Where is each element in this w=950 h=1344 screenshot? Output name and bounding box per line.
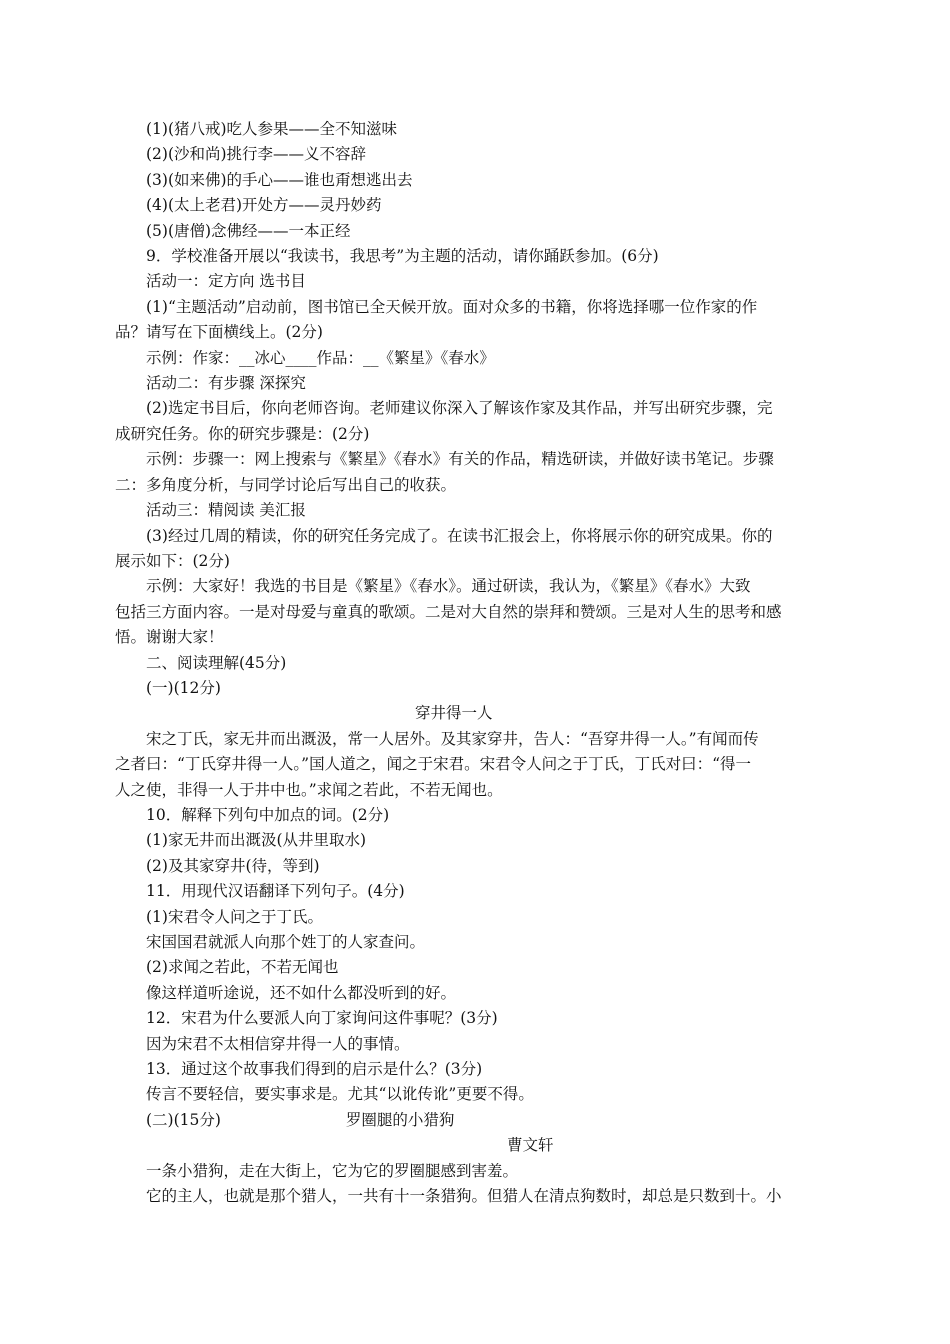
text-line: (2)求闻之若此，不若无闻也 — [146, 958, 339, 977]
passage-author: 曹文轩 — [507, 1136, 554, 1155]
text-line: (3)(如来佛)的手心——谁也甭想逃出去 — [146, 170, 413, 189]
passage-text: 人之使，非得一人于井中也。”求闻之若此，不若无闻也。 — [115, 780, 503, 799]
question-12: 12．宋君为什么要派人向丁家询问这件事呢？(3分) — [146, 1009, 498, 1028]
text-line: 二：多角度分析，与同学讨论后写出自己的收获。 — [115, 475, 457, 494]
question-10: 10．解释下列句中加点的词。(2分) — [146, 805, 390, 824]
document-page — [115, 117, 837, 1209]
passage-text: 一条小猎狗，走在大街上，它为它的罗圈腿感到害羞。 — [146, 1161, 519, 1180]
passage-text: 之者曰：“丁氏穿井得一人。”国人道之，闻之于宋君。宋君令人问之于丁氏，丁氏对曰：“得一 — [115, 755, 752, 774]
answer-line: 宋国国君就派人向那个姓丁的人家查问。 — [146, 933, 426, 951]
text-line: 成研究任务。你的研究步骤是：(2分) — [115, 424, 370, 443]
text-line: 品？请写在下面横线上。(2分) — [115, 323, 323, 342]
text-line: (1)“主题活动”启动前，图书馆已全天候开放。面对众多的书籍，你将选择哪一位作家的作 — [146, 297, 758, 316]
question-11: 11．用现代汉语翻译下列句子。(4分) — [146, 882, 405, 901]
text-line: 示例：作家：__冰心____作品：__《繁星》《春水》 — [146, 348, 495, 367]
text-line: (1)家无井而出溉汲(从井里取水) — [146, 831, 367, 850]
subsection-heading-row — [115, 1108, 837, 1133]
text-line: (2)及其家穿井(待，等到) — [146, 856, 320, 875]
text-line: 包括三方面内容。一是对母爱与童真的歌颂。二是对大自然的崇拜和赞颂。三是对人生的思考和感 — [115, 602, 782, 621]
text-line: 示例：步骤一：网上搜索与《繁星》《春水》有关的作品，精选研读，并做好读书笔记。步骤 — [146, 450, 774, 469]
answer-line: 像这样道听途说，还不如什么都没听到的好。 — [146, 983, 457, 1002]
subsection-heading: (一)(12分) — [146, 678, 221, 697]
passage-text: 它的主人，也就是那个猎人，一共有十一条猎狗。但猎人在清点狗数时，却总是只数到十。小 — [146, 1187, 782, 1206]
question-9: 9．学校准备开展以“我读书，我思考”为主题的活动，请你踊跃参加。(6分) — [146, 247, 659, 266]
text-line: (1)宋君令人问之于丁氏。 — [146, 907, 323, 926]
activity-1-heading: 活动一：定方向 选书目 — [146, 272, 306, 291]
text-line: (5)(唐僧)念佛经——一本正经 — [146, 221, 351, 240]
text-line: (2)(沙和尚)挑行李——义不容辞 — [146, 145, 367, 164]
passage-text: 宋之丁氏，家无井而出溉汲，常一人居外。及其家穿井，告人：“吾穿井得一人。”有闻而传 — [146, 729, 759, 748]
subsection-heading: (二)(15分) — [146, 1110, 221, 1129]
question-13: 13．通过这个故事我们得到的启示是什么？(3分) — [146, 1060, 483, 1079]
passage-title: 穿井得一人 — [415, 704, 493, 723]
passage-title: 罗圈腿的小猎狗 — [345, 1110, 455, 1129]
text-line: 示例：大家好！我选的书目是《繁星》《春水》。通过研读，我认为，《繁星》《春水》大致 — [146, 577, 751, 596]
answer-line: 因为宋君不太相信穿井得一人的事情。 — [146, 1034, 410, 1053]
text-line: (4)(太上老君)开处方——灵丹妙药 — [146, 196, 382, 215]
activity-3-heading: 活动三：精阅读 美汇报 — [146, 501, 306, 520]
answer-line: 传言不要轻信，要实事求是。尤其“以讹传讹”更要不得。 — [146, 1085, 534, 1104]
section-heading: 二、阅读理解(45分) — [146, 653, 287, 672]
text-line: (3)经过几周的精读，你的研究任务完成了。在读书汇报会上，你将展示你的研究成果。你的 — [146, 526, 773, 545]
text-line: (2)选定书目后，你向老师咨询。老师建议你深入了解该作家及其作品，并写出研究步骤，完 — [146, 399, 773, 418]
text-line: 展示如下：(2分) — [115, 551, 230, 570]
activity-2-heading: 活动二：有步骤 深探究 — [146, 374, 306, 393]
text-line: 悟。谢谢大家！ — [115, 628, 224, 647]
text-line: (1)(猪八戒)吃人参果——全不知滋味 — [146, 120, 398, 138]
